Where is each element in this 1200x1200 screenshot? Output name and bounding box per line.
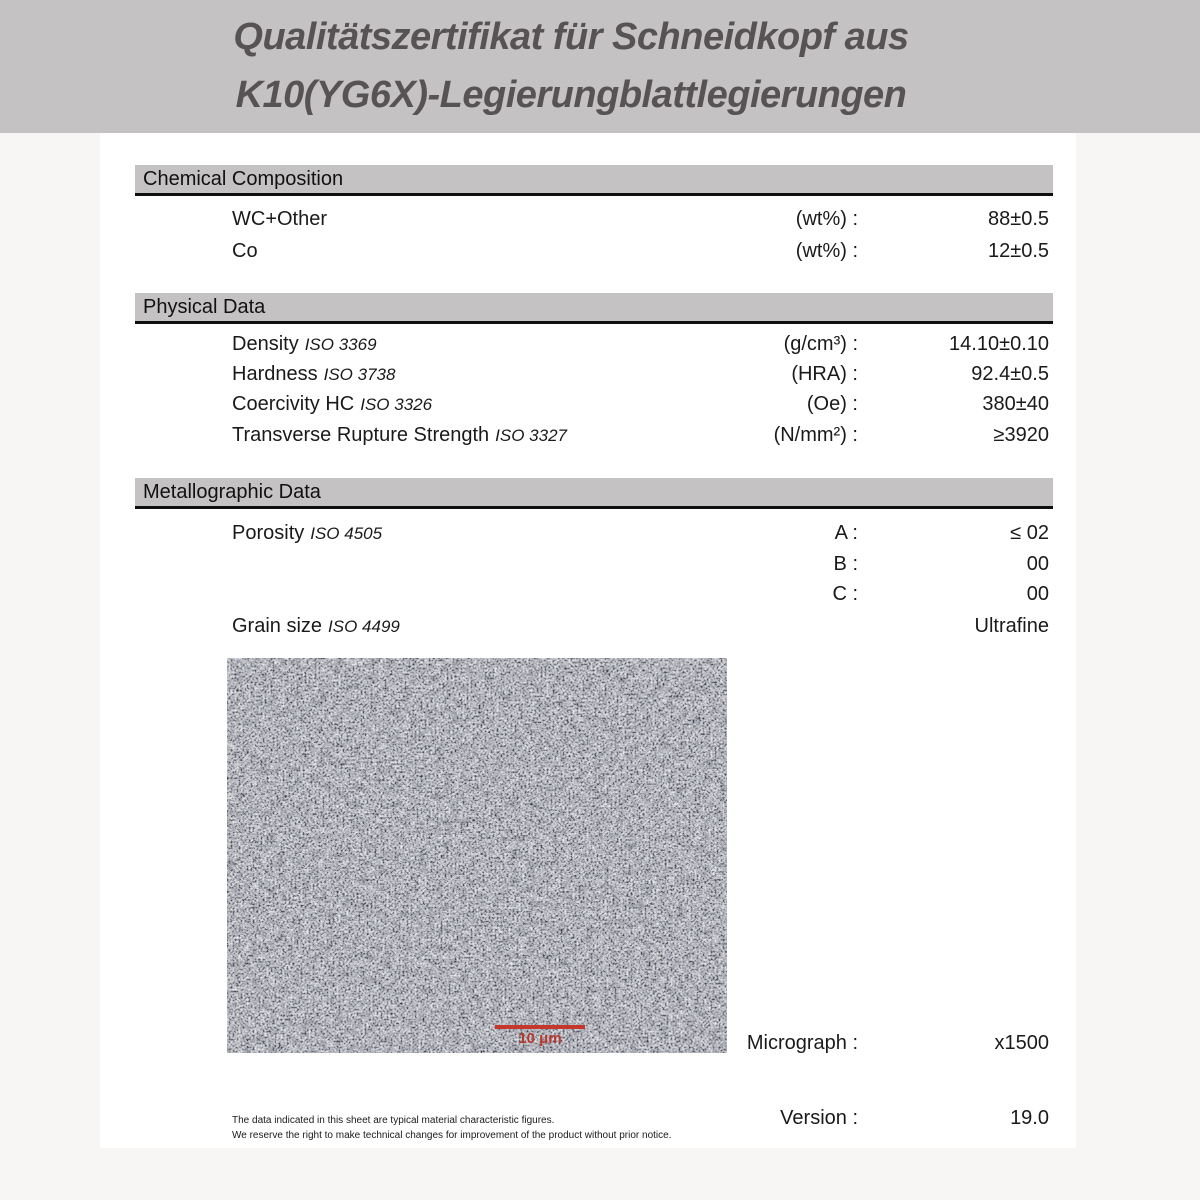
row-label: Porosity: [232, 522, 305, 544]
section-header-metallographic-data: Metallographic Data: [135, 478, 1053, 509]
table-row: [100, 391, 1076, 417]
table-row: [100, 206, 1076, 232]
certificate-page: [100, 133, 1076, 1148]
row-iso-standard: ISO 4505: [310, 524, 383, 543]
row-unit: (HRA) :: [791, 363, 858, 385]
row-label: WC+Other: [232, 208, 328, 230]
row-label: Density: [232, 333, 299, 355]
row-value: 12±0.5: [987, 240, 1049, 262]
footer-note-line2: We reserve the right to make technical changes for improvement of the product without prior notice.: [232, 1130, 672, 1141]
version-label: Version :: [780, 1107, 858, 1129]
section-header-physical-data: Physical Data: [135, 293, 1053, 324]
certificate-title-line2: K10(YG6X)-Legierungblattlegierungen: [235, 73, 907, 116]
row-value: 380±40: [982, 393, 1049, 415]
table-row: [100, 613, 1076, 639]
row-unit: (wt%) :: [795, 208, 858, 230]
micrograph-scale-bar: [495, 1025, 585, 1029]
row-iso-standard: ISO 4499: [328, 617, 400, 636]
row-unit: A :: [834, 522, 858, 544]
section-header-chemical-composition: Chemical Composition: [135, 165, 1053, 196]
table-row: [100, 331, 1076, 357]
row-label: Transverse Rupture Strength: [232, 424, 490, 446]
row-iso-standard: ISO 3369: [304, 335, 377, 354]
micrograph-caption-row: [100, 1030, 1076, 1056]
row-unit: (N/mm²) :: [773, 424, 858, 446]
row-value: ≥3920: [993, 424, 1049, 446]
micrograph-noise-texture: [227, 658, 727, 1053]
row-iso-standard: ISO 3327: [495, 426, 567, 445]
table-row: [100, 238, 1076, 264]
row-value: 00: [1026, 583, 1049, 605]
row-label: Co: [232, 240, 258, 262]
row-value: 92.4±0.5: [971, 363, 1049, 385]
table-row: [100, 520, 1076, 546]
row-iso-standard: ISO 3326: [360, 395, 433, 414]
version-row: [100, 1105, 1076, 1131]
table-row: [100, 581, 1076, 607]
version-value: 19.0: [1010, 1107, 1049, 1129]
row-value: Ultrafine: [974, 615, 1049, 637]
row-value: 14.10±0.10: [949, 333, 1049, 355]
certificate-title-line1: Qualitätszertifikat für Schneidkopf aus: [233, 15, 909, 58]
row-unit: (g/cm³) :: [783, 333, 858, 355]
table-row: [100, 551, 1076, 577]
row-label: Coercivity HC: [232, 393, 355, 415]
micrograph-image: [227, 658, 727, 1053]
micrograph-caption-value: x1500: [994, 1032, 1049, 1054]
row-unit: (wt%) :: [795, 240, 858, 262]
micrograph-scale-label: 10 μm: [518, 1030, 562, 1047]
table-row: [100, 422, 1076, 448]
title-banner: [0, 0, 1200, 133]
row-value: 00: [1026, 553, 1049, 575]
row-unit: B :: [833, 553, 858, 575]
row-label: Hardness: [232, 363, 318, 385]
row-unit: C :: [832, 583, 858, 605]
micrograph-caption-label: Micrograph :: [746, 1032, 858, 1054]
table-row: [100, 361, 1076, 387]
row-label: Grain size: [232, 615, 323, 637]
row-value: ≤ 02: [1010, 522, 1049, 544]
row-unit: (Oe) :: [806, 393, 858, 415]
footer-note-line1: The data indicated in this sheet are typical material characteristic figures.: [232, 1115, 555, 1126]
row-value: 88±0.5: [987, 208, 1049, 230]
row-iso-standard: ISO 3738: [323, 365, 396, 384]
